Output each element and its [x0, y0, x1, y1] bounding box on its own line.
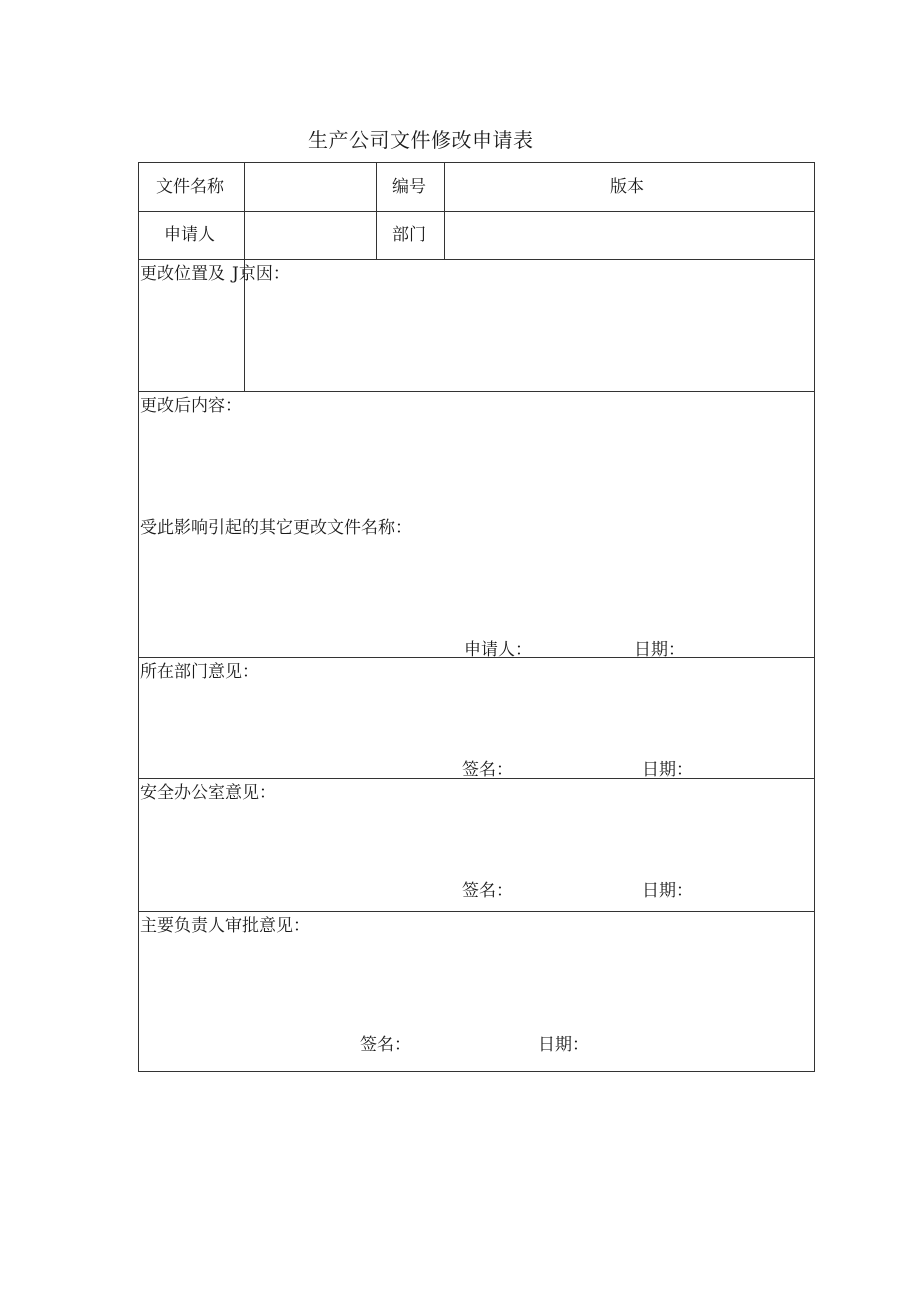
- affected-files-label: 受此影响引起的其它更改文件名称：: [140, 518, 412, 538]
- form-title: 生产公司文件修改申请表: [308, 128, 534, 152]
- change-reason-label: J京因：: [232, 264, 290, 284]
- leader-approval-label: 主要负责人审批意见：: [140, 916, 310, 936]
- department-sign-label: 签名：: [462, 760, 513, 780]
- column-divider: [376, 162, 377, 259]
- applicant-label: 申请人: [164, 225, 215, 245]
- column-divider: [444, 162, 445, 259]
- application-form: [138, 162, 815, 1072]
- applicant-sign-label: 申请人：: [464, 640, 532, 660]
- safety-office-opinion-label: 安全办公室意见：: [140, 783, 276, 803]
- department-label: 部门: [392, 225, 426, 245]
- change-location-label: 更改位置及: [140, 264, 225, 284]
- row-divider: [138, 911, 815, 912]
- row-divider: [138, 259, 815, 260]
- file-name-label: 文件名称: [156, 177, 224, 197]
- version-label: 版本: [610, 177, 644, 197]
- department-date-label: 日期：: [642, 760, 693, 780]
- number-label: 编号: [392, 177, 426, 197]
- leader-sign-label: 签名：: [360, 1035, 411, 1055]
- form-border-left: [138, 162, 139, 1072]
- leader-date-label: 日期：: [538, 1035, 589, 1055]
- form-border-bottom: [138, 1071, 815, 1072]
- row-divider: [138, 391, 815, 392]
- safety-office-sign-label: 签名：: [462, 881, 513, 901]
- safety-office-date-label: 日期：: [642, 881, 693, 901]
- changed-content-label: 更改后内容：: [140, 396, 242, 416]
- department-opinion-label: 所在部门意见：: [140, 662, 259, 682]
- applicant-date-label: 日期：: [634, 640, 685, 660]
- form-border-right: [814, 162, 815, 1072]
- form-border-top: [138, 162, 815, 163]
- row-divider: [138, 211, 815, 212]
